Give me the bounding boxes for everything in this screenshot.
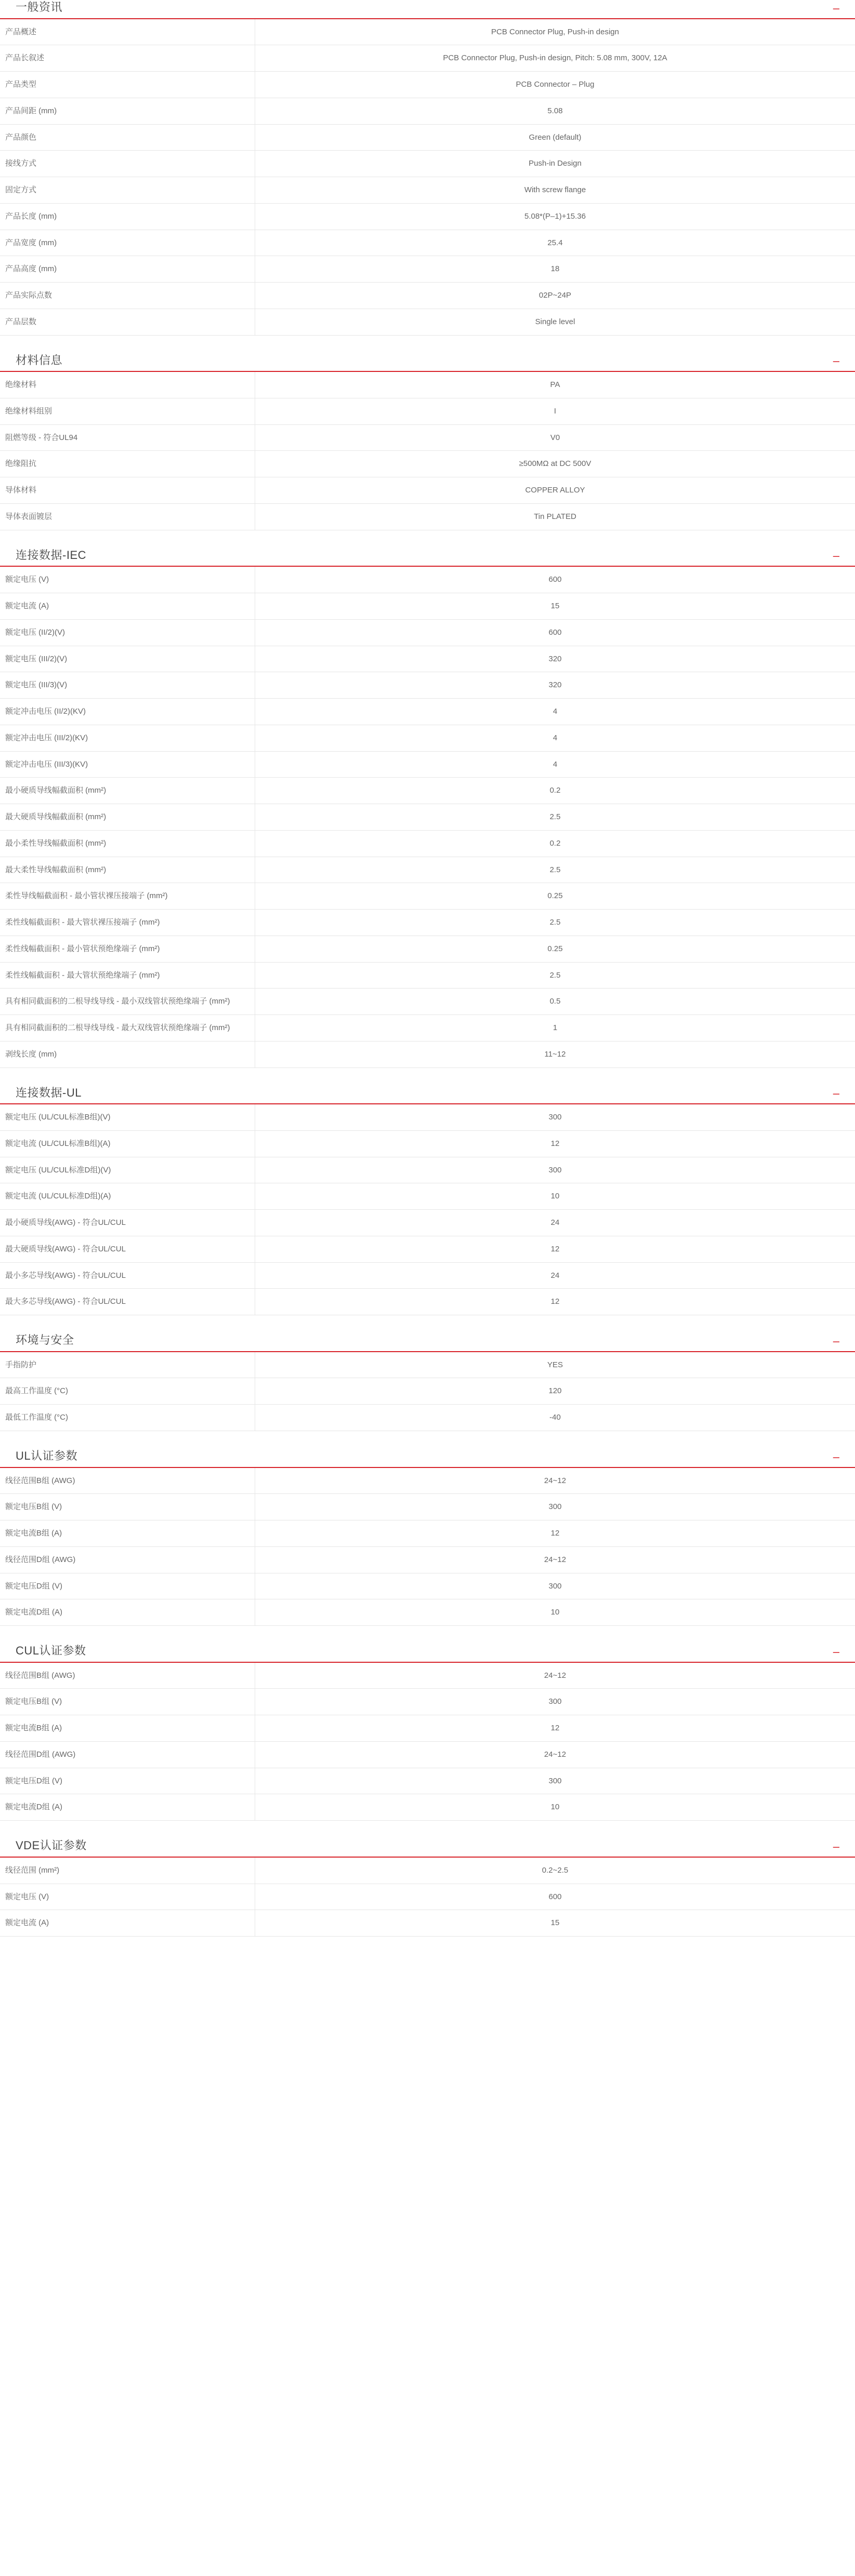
table-row (0, 962, 855, 989)
spec-table (0, 1663, 855, 1821)
spec-label: 额定电压 (V) (0, 1884, 255, 1910)
spec-value: 12 (550, 1297, 560, 1306)
table-row (0, 1599, 855, 1626)
spec-label: 剥线长度 (mm) (0, 1041, 255, 1067)
spec-label: 额定电压 (UL/CUL标准D组)(V) (0, 1157, 255, 1183)
spec-label: 最小多芯导线(AWG) - 符合UL/CUL (0, 1262, 255, 1289)
spec-value: YES (547, 1360, 563, 1369)
table-row (0, 778, 855, 804)
spec-value: PA (550, 380, 560, 390)
spec-label: 额定电压 (III/2)(V) (0, 646, 255, 672)
spec-value: 300 (548, 1165, 562, 1174)
table-row (0, 1468, 855, 1494)
spec-label: 额定电流D组 (A) (0, 1599, 255, 1626)
table-row (0, 936, 855, 962)
collapse-toggle-icon[interactable]: – (833, 1334, 839, 1347)
spec-value: -40 (549, 1413, 561, 1422)
spec-label: 额定冲击电压 (II/2)(KV) (0, 699, 255, 725)
spec-label: 产品高度 (mm) (0, 256, 255, 283)
table-row (0, 593, 855, 620)
spec-label: 线径范围 (mm²) (0, 1858, 255, 1884)
spec-value: COPPER ALLOY (525, 486, 585, 495)
spec-value: 12 (550, 1139, 560, 1148)
table-row (0, 1741, 855, 1768)
spec-value: 300 (548, 1697, 562, 1706)
spec-section (0, 1644, 855, 1821)
section-title: 材料信息 (16, 353, 63, 367)
spec-label: 产品长叙述 (0, 45, 255, 72)
spec-label: 额定电流B组 (A) (0, 1715, 255, 1742)
section-title: 连接数据-IEC (16, 548, 87, 562)
spec-value: 300 (548, 1113, 562, 1122)
spec-label: 额定电流 (A) (0, 1910, 255, 1937)
spec-label: 产品间距 (mm) (0, 98, 255, 124)
section-header (0, 1838, 855, 1858)
spec-section (0, 353, 855, 530)
spec-label: 产品实际点数 (0, 283, 255, 309)
spec-value: 120 (548, 1386, 562, 1396)
spec-value: Single level (535, 317, 575, 326)
spec-value: PCB Connector – Plug (516, 80, 595, 89)
spec-value: 600 (548, 1892, 562, 1901)
spec-label: 柔性线幅截面积 - 最小管状预绝缘端子 (mm²) (0, 936, 255, 962)
spec-label: 产品概述 (0, 19, 255, 45)
spec-value: 300 (548, 1776, 562, 1785)
table-row (0, 372, 855, 398)
table-row (0, 1520, 855, 1547)
spec-value: 24~12 (544, 1476, 567, 1485)
spec-label: 绝缘阻抗 (0, 451, 255, 477)
table-row (0, 804, 855, 831)
section-title: 连接数据-UL (16, 1086, 82, 1099)
spec-label: 产品层数 (0, 309, 255, 335)
spec-value: 15 (550, 1918, 560, 1928)
spec-table (0, 19, 855, 336)
spec-value: 24~12 (544, 1750, 567, 1759)
spec-section (0, 1449, 855, 1626)
spec-label: 具有相同截面积的二根导线导线 - 最大双线管状预绝缘端子 (mm²) (0, 1015, 255, 1042)
section-header (0, 1086, 855, 1105)
spec-value: 4 (553, 759, 558, 769)
spec-value: 2.5 (549, 918, 561, 927)
spec-label: 最小硬质导线幅截面积 (mm²) (0, 778, 255, 804)
collapse-toggle-icon[interactable]: – (833, 354, 839, 368)
spec-value: 320 (548, 654, 562, 663)
spec-value: 24~12 (544, 1671, 567, 1680)
table-row (0, 672, 855, 699)
spec-label: 接线方式 (0, 151, 255, 177)
table-row (0, 1157, 855, 1183)
spec-label: 绝缘材料 (0, 372, 255, 398)
spec-label: 最大柔性导线幅截面积 (mm²) (0, 857, 255, 883)
spec-label: 最大硬质导线(AWG) - 符合UL/CUL (0, 1236, 255, 1262)
spec-label: 固定方式 (0, 177, 255, 204)
spec-label: 具有相同截面积的二根导线导线 - 最小双线管状预绝缘端子 (mm²) (0, 989, 255, 1015)
spec-value: PCB Connector Plug, Push-in design, Pitch: 5.08 mm, 300V, 12A (443, 54, 667, 63)
table-row (0, 398, 855, 424)
table-row (0, 503, 855, 530)
table-row (0, 830, 855, 857)
table-row (0, 19, 855, 45)
table-row (0, 1405, 855, 1431)
collapse-toggle-icon[interactable]: – (833, 1087, 839, 1100)
section-title: CUL认证参数 (16, 1644, 86, 1658)
spec-table (0, 1858, 855, 1937)
spec-label: 柔性导线幅截面积 - 最小管状裸压接端子 (mm²) (0, 883, 255, 910)
table-row (0, 1546, 855, 1573)
spec-label: 额定电流 (A) (0, 593, 255, 620)
spec-label: 柔性线幅截面积 - 最大管状裸压接端子 (mm²) (0, 910, 255, 936)
table-row (0, 451, 855, 477)
table-row (0, 751, 855, 778)
table-row (0, 1858, 855, 1884)
spec-value: 10 (550, 1192, 560, 1201)
table-row (0, 177, 855, 204)
spec-label: 产品类型 (0, 72, 255, 98)
spec-label: 线径范围D组 (AWG) (0, 1741, 255, 1768)
spec-value: 2.5 (549, 970, 561, 980)
collapse-toggle-icon[interactable]: – (833, 549, 839, 563)
section-title: 一般资讯 (16, 1, 63, 14)
spec-label: 最低工作温度 (°C) (0, 1405, 255, 1431)
spec-label: 最高工作温度 (°C) (0, 1378, 255, 1405)
spec-label: 额定电压B组 (V) (0, 1494, 255, 1520)
spec-table (0, 567, 855, 1067)
collapse-toggle-icon[interactable]: – (833, 1450, 839, 1463)
spec-value: 0.25 (547, 891, 563, 901)
spec-value: 300 (548, 1502, 562, 1512)
table-row (0, 151, 855, 177)
spec-value: 2.5 (549, 865, 561, 874)
section-header (0, 1449, 855, 1468)
table-row (0, 1041, 855, 1067)
spec-label: 最小硬质导线(AWG) - 符合UL/CUL (0, 1210, 255, 1236)
spec-value: 02P~24P (538, 291, 572, 300)
collapse-toggle-icon[interactable]: – (833, 1645, 839, 1658)
spec-label: 绝缘材料组别 (0, 398, 255, 424)
spec-value: 0.25 (547, 944, 563, 953)
spec-value: 0.2 (549, 838, 561, 848)
spec-value: 1 (553, 1023, 558, 1033)
table-row (0, 1210, 855, 1236)
spec-label: 导体表面镀层 (0, 503, 255, 530)
table-row (0, 1130, 855, 1157)
spec-value: 24 (550, 1271, 560, 1280)
spec-section (0, 1086, 855, 1316)
spec-label: 额定电压 (III/3)(V) (0, 672, 255, 699)
spec-value: I (554, 406, 557, 416)
spec-label: 额定电流B组 (A) (0, 1520, 255, 1547)
spec-value: 600 (548, 575, 562, 584)
spec-table (0, 1468, 855, 1626)
spec-value: ≥500MΩ at DC 500V (519, 459, 591, 469)
spec-value: 0.2 (549, 786, 561, 795)
spec-value: 5.08 (547, 106, 563, 115)
spec-label: 柔性线幅截面积 - 最大管状预绝缘端子 (mm²) (0, 962, 255, 989)
table-row (0, 203, 855, 230)
spec-label: 额定冲击电压 (III/2)(KV) (0, 725, 255, 751)
spec-value: 24~12 (544, 1555, 567, 1564)
spec-value: 12 (550, 1724, 560, 1733)
table-row (0, 1262, 855, 1289)
table-row (0, 1289, 855, 1315)
table-row (0, 256, 855, 283)
table-row (0, 1378, 855, 1405)
spec-value: 12 (550, 1244, 560, 1253)
spec-label: 线径范围D组 (AWG) (0, 1546, 255, 1573)
spec-label: 额定冲击电压 (III/3)(KV) (0, 751, 255, 778)
spec-value: 0.5 (549, 997, 561, 1006)
spec-value: With screw flange (524, 185, 586, 195)
table-row (0, 309, 855, 335)
table-row (0, 424, 855, 451)
table-row (0, 98, 855, 124)
spec-section (0, 1333, 855, 1431)
spec-label: 导体材料 (0, 477, 255, 504)
spec-value: Push-in Design (529, 159, 582, 168)
table-row (0, 1183, 855, 1210)
spec-section (0, 548, 855, 1068)
spec-value: Green (default) (529, 132, 582, 142)
table-row (0, 45, 855, 72)
spec-label: 产品长度 (mm) (0, 203, 255, 230)
table-row (0, 1663, 855, 1689)
spec-value: 320 (548, 680, 562, 690)
spec-label: 产品颜色 (0, 124, 255, 151)
spec-value: 5.08*(P–1)+15.36 (524, 211, 586, 221)
table-row (0, 477, 855, 504)
spec-label: 额定电压D组 (V) (0, 1573, 255, 1599)
spec-value: 10 (550, 1608, 560, 1617)
table-row (0, 1494, 855, 1520)
spec-label: 额定电压 (V) (0, 567, 255, 593)
table-row (0, 567, 855, 593)
table-row (0, 1768, 855, 1794)
collapse-toggle-icon[interactable]: – (833, 1839, 839, 1853)
spec-value: PCB Connector Plug, Push-in design (491, 27, 619, 36)
collapse-toggle-icon[interactable]: – (833, 1, 839, 15)
table-row (0, 883, 855, 910)
table-row (0, 230, 855, 256)
section-title: VDE认证参数 (16, 1839, 87, 1852)
spec-value: 12 (550, 1529, 560, 1538)
table-row (0, 989, 855, 1015)
section-header (0, 353, 855, 372)
spec-label: 阻燃等级 - 符合UL94 (0, 424, 255, 451)
spec-label: 最小柔性导线幅截面积 (mm²) (0, 830, 255, 857)
section-title: 环境与安全 (16, 1333, 74, 1347)
spec-value: V0 (550, 433, 560, 442)
spec-label: 线径范围B组 (AWG) (0, 1663, 255, 1689)
spec-table (0, 1104, 855, 1315)
table-row (0, 857, 855, 883)
table-row (0, 1573, 855, 1599)
table-row (0, 646, 855, 672)
table-row (0, 1015, 855, 1042)
section-header (0, 0, 855, 19)
spec-value: 0.2~2.5 (542, 1865, 569, 1875)
table-row (0, 283, 855, 309)
section-header (0, 548, 855, 567)
spec-label: 额定电流 (UL/CUL标准B组)(A) (0, 1130, 255, 1157)
spec-label: 最大硬质导线幅截面积 (mm²) (0, 804, 255, 831)
spec-value: 10 (550, 1803, 560, 1812)
table-row (0, 1715, 855, 1742)
section-header (0, 1333, 855, 1352)
section-header (0, 1644, 855, 1663)
spec-section (0, 1838, 855, 1937)
spec-label: 线径范围B组 (AWG) (0, 1468, 255, 1494)
spec-value: 15 (550, 602, 560, 611)
spec-table (0, 372, 855, 530)
table-row (0, 1236, 855, 1262)
table-row (0, 124, 855, 151)
table-row (0, 619, 855, 646)
spec-value: 11~12 (544, 1049, 566, 1059)
spec-value: 300 (548, 1581, 562, 1591)
spec-label: 额定电压D组 (V) (0, 1768, 255, 1794)
spec-value: 25.4 (547, 238, 563, 247)
section-title: UL认证参数 (16, 1449, 78, 1462)
spec-value: 4 (553, 733, 558, 742)
spec-label: 额定电流D组 (A) (0, 1794, 255, 1821)
table-row (0, 1910, 855, 1937)
table-row (0, 1884, 855, 1910)
table-row (0, 725, 855, 751)
spec-label: 手指防护 (0, 1352, 255, 1378)
spec-value: 24 (550, 1218, 560, 1227)
spec-value: 2.5 (549, 812, 561, 822)
spec-value: 18 (550, 264, 560, 274)
spec-table (0, 1352, 855, 1431)
table-row (0, 1352, 855, 1378)
spec-value: 600 (548, 628, 562, 637)
spec-label: 额定电压B组 (V) (0, 1689, 255, 1715)
spec-label: 额定电压 (II/2)(V) (0, 619, 255, 646)
spec-label: 额定电流 (UL/CUL标准D组)(A) (0, 1183, 255, 1210)
table-row (0, 1689, 855, 1715)
table-row (0, 910, 855, 936)
table-row (0, 699, 855, 725)
table-row (0, 1794, 855, 1821)
table-row (0, 1104, 855, 1130)
spec-label: 产品宽度 (mm) (0, 230, 255, 256)
spec-value: Tin PLATED (534, 512, 576, 521)
spec-section (0, 0, 855, 336)
spec-label: 额定电压 (UL/CUL标准B组)(V) (0, 1104, 255, 1130)
spec-value: 4 (553, 707, 558, 716)
table-row (0, 72, 855, 98)
spec-label: 最大多芯导线(AWG) - 符合UL/CUL (0, 1289, 255, 1315)
